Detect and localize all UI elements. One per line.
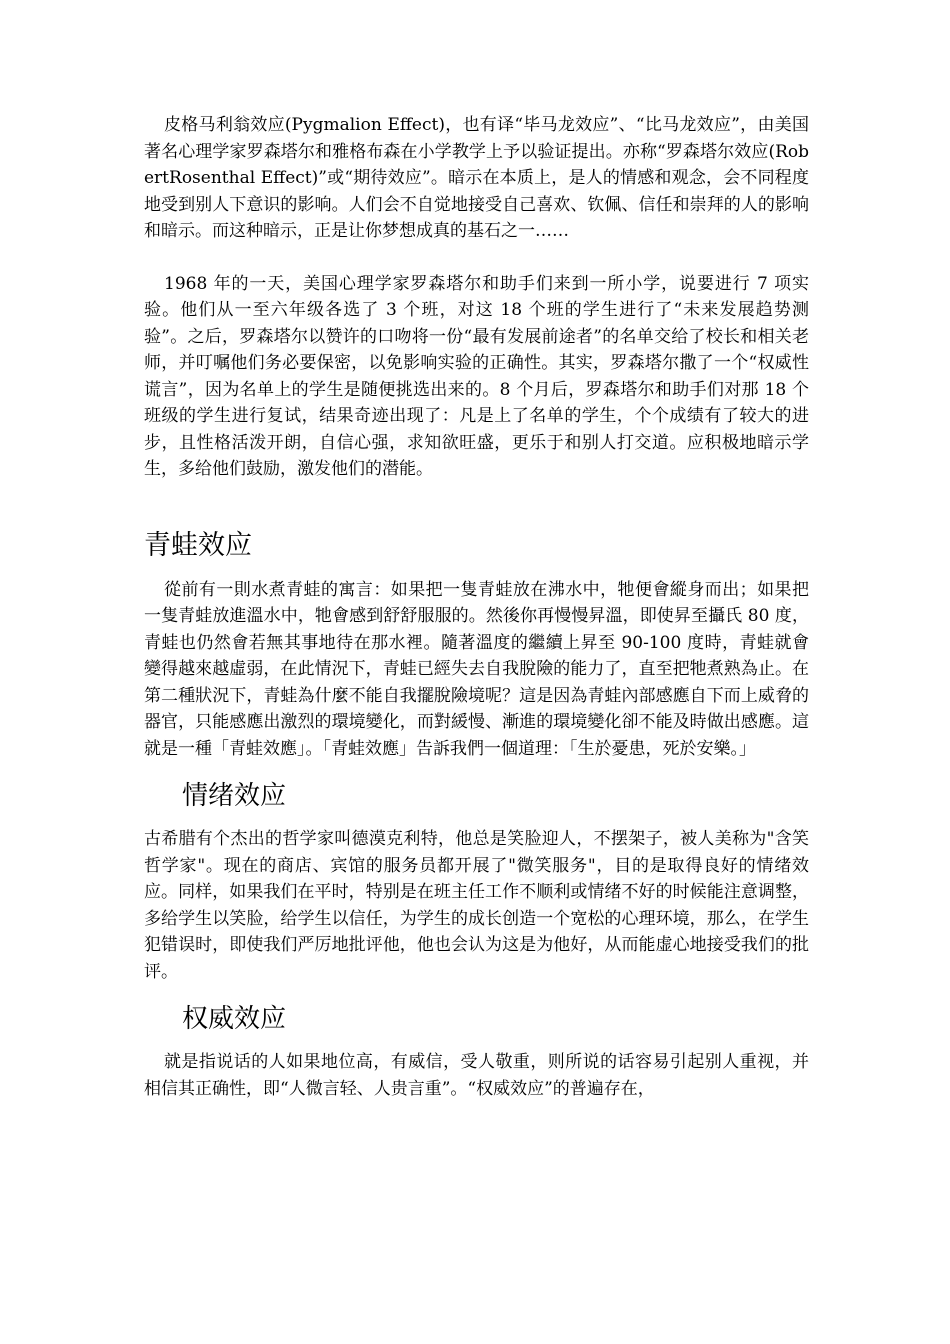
intro-paragraph-experiment: 1968 年的一天，美国心理学家罗森塔尔和助手们来到一所小学，说要进行 7 项实验。他们从一至六年级各选了 3 个班，对这 18 个班的学生进行了“未来发展趋势测验”。之后，罗森塔尔以赞许的口吻将一份“最有发展前途者”的名单交给了校长和相关老师，并叮嘱他们务必要保密，以免影响实验的正确性。其实，罗森塔尔撒了一个“权威性谎言”，因为名单上的学生是随便挑选出来的。8 个月后，罗森塔尔和助手们对那 18 个班级的学生进行复试，结果奇迹出现了：凡是上了名单的学生，个个成绩有了较大的进步，且性格活泼开朗，自信心强，求知欲旺盛，更乐于和别人打交道。应积极地暗示学生，多给他们鼓励，激发他们的潜能。 (144, 273, 809, 479)
document-page (144, 112, 809, 1102)
intro-paragraph-pygmalion: 皮格马利翁效应(Pygmalion Effect)，也有译“毕马龙效应”、“比马龙效应”，由美国著名心理学家罗森塔尔和雅格布森在小学教学上予以验证提出。亦称“罗森塔尔效应(RobertRosenthal Effect)”或“期待效应”。暗示在本质上，是人的情感和观念，会不同程度地受到别人下意识的影响。人们会不自觉地接受自己喜欢、钦佩、信任和崇拜的人的影响和暗示。而这种暗示，正是让你梦想成真的基石之一…… (144, 115, 809, 241)
section-heading-emotion-effect: 情绪效应 (182, 781, 287, 811)
section-body-emotion-effect: 古希腊有个杰出的哲学家叫德漠克利特，他总是笑脸迎人，不摆架子，被人美称为"含笑哲学家"。现在的商店、宾馆的服务员都开展了"微笑服务"，目的是取得良好的情绪效应。同样，如果我们在平时，特别是在班主任工作不顺利或情绪不好的时候能注意调整，多给学生以笑脸，给学生以信任，为学生的成长创造一个宽松的心理环境，那么，在学生犯错误时，即使我们严厉地批评他，他也会认为这是为他好，从而能虚心地接受我们的批评。 (144, 829, 809, 982)
section-heading-authority-effect: 权威效应 (182, 1004, 287, 1034)
section-body-frog-effect: 從前有一則水煮青蛙的寓言：如果把一隻青蛙放在沸水中，牠便會縱身而出；如果把一隻青蛙放進溫水中，牠會感到舒舒服服的。然後你再慢慢昇溫，即使昇至攝氏 80 度，青蛙也仍然會若無其事地待在那水裡。隨著溫度的繼續上昇至 90-100 度時，青蛙就會變得越來越虛弱，在此情況下，青蛙已經失去自我脫險的能力了，直至把牠煮熟為止。在第二種狀況下，青蛙為什麼不能自我擺脫險境呢？這是因為青蛙內部感應自下而上威脅的器官，只能感應出激烈的環境變化，而對緩慢、漸進的環境變化卻不能及時做出感應。這就是一種「青蛙效應」。「青蛙效應」告訴我們一個道理：「生於憂患，死於安樂。」 (144, 579, 809, 759)
section-body-authority-effect: 就是指说话的人如果地位高，有威信，受人敬重，则所说的话容易引起别人重视，并相信其正确性，即“人微言轻、人贵言重”。“权威效应”的普遍存在， (144, 1052, 809, 1099)
section-heading-frog-effect: 青蛙效应 (144, 529, 252, 561)
paragraph-spacer (144, 245, 809, 271)
